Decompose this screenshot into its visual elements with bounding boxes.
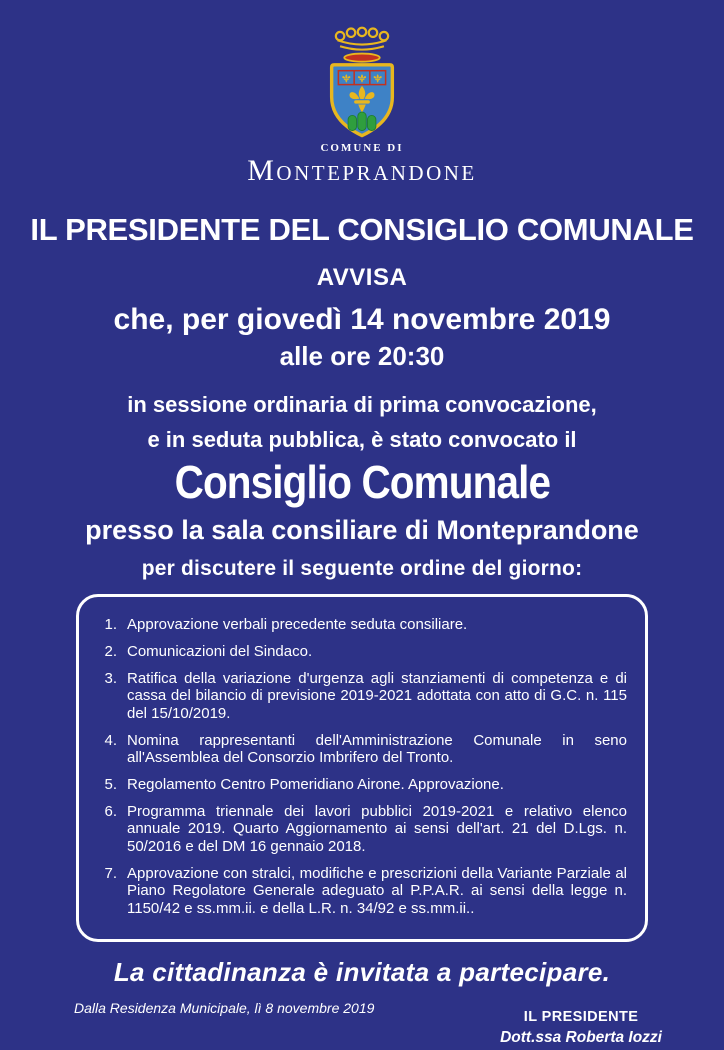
municipal-notice-poster	[0, 26, 724, 1050]
event-title	[0, 457, 724, 508]
coat-of-arms-svg	[317, 26, 407, 139]
agenda-item-number: 7.	[104, 864, 117, 882]
meeting-date-line: che, per giovedì 14 novembre 2019	[113, 302, 611, 336]
agenda-item	[93, 865, 627, 918]
notice-title: IL PRESIDENTE DEL CONSIGLIO COMUNALE	[30, 211, 694, 247]
agenda-item-text: Comunicazioni del Sindaco.	[127, 642, 313, 660]
session-line-1: in sessione ordinaria di prima convocazione,	[127, 391, 597, 417]
agenda-item-text: Programma triennale dei lavori pubblici 2019-2021 e relativo elenco annuale 2019. Quarto Aggiornamento ai sensi dell'art. 21 del D.Lgs. n. 50/2016 e del DM 16 gennaio 2018.	[127, 802, 627, 856]
agenda-item-text: Nomina rappresentanti dell'Amministrazione Comunale in seno all'Assemblea del Consorzio Imbrifero del Tronto.	[127, 731, 627, 767]
agenda-item	[93, 670, 627, 723]
crown-icon	[336, 28, 388, 62]
venue-line: presso la sala consiliare di Monteprandone	[85, 515, 639, 546]
agenda-intro-line: per discutere il seguente ordine del giorno:	[141, 557, 583, 581]
signature-role: IL PRESIDENTE	[523, 1008, 639, 1025]
signature-name: Dott.ssa Roberta Iozzi	[500, 1028, 662, 1046]
agenda-item-number: 1.	[104, 616, 117, 634]
agenda-item	[93, 616, 627, 634]
event-title-text: Consiglio Comunale	[174, 455, 550, 508]
agenda-item	[93, 643, 627, 661]
commune-label: COMUNE DI	[320, 142, 404, 154]
agenda-item-text: Ratifica della variazione d'urgenza agli stanziamenti di competenza e di cassa del bilancio di previsione 2019-2021 adottata con atto di G.C. n. 115 del 15/10/2019.	[127, 669, 627, 722]
agenda-item	[93, 776, 627, 794]
municipal-coat-of-arms	[317, 26, 407, 139]
shield-icon	[332, 65, 393, 136]
agenda-item-text: Approvazione con stralci, modifiche e prescrizioni della Variante Parziale al Piano Regolatore Generale adeguato al P.P.A.R. ai sensi della legge n. 1150/42 e ss.mm.ii. e della L.R. n. 34/92 e ss.mm.ii..	[127, 864, 627, 918]
announce-word: AVVISA	[316, 263, 408, 291]
agenda-item-text: Approvazione verbali precedente seduta consiliare.	[127, 616, 468, 634]
meeting-time-line: alle ore 20:30	[279, 340, 445, 371]
invitation-line: La cittadinanza è invitata a partecipare.	[113, 956, 611, 987]
place-date-line: Dalla Residenza Municipale, lì 8 novembre 2019	[74, 999, 375, 1016]
agenda-item-text: Regolamento Centro Pomeridiano Airone. Approvazione.	[127, 776, 504, 793]
agenda-box	[76, 594, 648, 942]
agenda-item	[93, 803, 627, 856]
session-line-2: e in seduta pubblica, è stato convocato il	[147, 426, 577, 452]
agenda-item-number: 2.	[104, 642, 117, 660]
commune-name: MONTEPRANDONE	[247, 154, 477, 187]
signature-block	[500, 1009, 662, 1047]
agenda-item	[93, 732, 627, 767]
agenda-item-number: 5.	[104, 776, 117, 793]
footer-meta	[0, 996, 724, 1047]
agenda-item-number: 6.	[104, 802, 117, 820]
agenda-list	[93, 616, 627, 918]
agenda-item-number: 3.	[104, 669, 117, 687]
agenda-item-number: 4.	[104, 731, 117, 749]
